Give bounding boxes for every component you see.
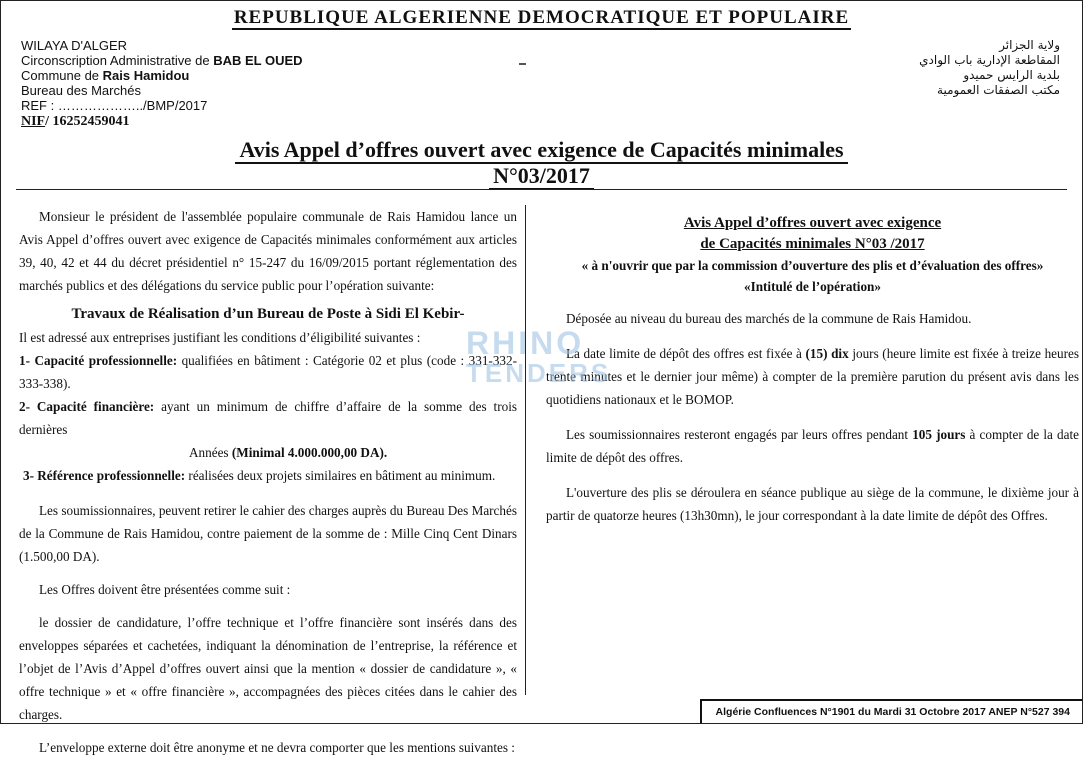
title-divider bbox=[16, 189, 1067, 190]
deposit-paragraph: Déposée au niveau du bureau des marchés de la commune de Rais Hamidou. bbox=[566, 311, 972, 326]
republic-header: REPUBLIQUE ALGERIENNE DEMOCRATIQUE ET POPULAIRE bbox=[233, 7, 850, 28]
commune-line: Commune de Rais Hamidou bbox=[21, 68, 190, 83]
ar-line-bureau: مكتب الصفقات العمومية bbox=[937, 83, 1060, 97]
ar-line-wilaya: ولاية الجزائر bbox=[999, 38, 1060, 52]
issuer-block-fr bbox=[21, 38, 303, 129]
issuer-block-ar bbox=[919, 38, 1060, 98]
operation-title: Travaux de Réalisation d’un Bureau de Poste à Sidi El Kebir- bbox=[71, 306, 465, 322]
reference-line: REF : ………………../BMP/2017 bbox=[21, 98, 208, 113]
deadline-paragraph: La date limite de dépôt des offres est fixée à (15) dix jours (heure limite est fixée à treize heures trente minutes et le dernier jour même) à compter de la première parution du présent avis dans les quotidiens nationaux et le BOMOP. bbox=[546, 346, 1080, 407]
criterion-2-years: Années (Minimal 4.000.000,00 DA). bbox=[189, 445, 388, 460]
withdrawal-paragraph: Les soumissionnaires, peuvent retirer le cahier des charges auprès du Bureau Des Marchés de la Commune de Rais Hamidou, contre paiement de la somme de : Mille Cinq Cent Dinars (1.500,00 DA). bbox=[19, 503, 517, 564]
nif-line: NIF/ 16252459041 bbox=[21, 114, 130, 129]
envelope-paragraph: L’enveloppe externe doit être anonyme et ne devra comporter que les mentions suivantes : bbox=[39, 740, 515, 755]
opening-paragraph: L'ouverture des plis se déroulera en séance publique au siège de la commune, le dixième jour à partir de quatorze heures (13h30mn), le jour correspondant à la date limite de dépôt des Offres. bbox=[546, 485, 1079, 523]
right-column bbox=[546, 213, 1079, 527]
envelope-mention: « à n'ouvrir que par la commission d’ouverture des plis et d’évaluation des offres» bbox=[581, 258, 1044, 273]
circonscription-line: Circonscription Administrative de BAB EL OUED bbox=[21, 53, 303, 68]
intro-paragraph: Monsieur le président de l'assemblée populaire communale de Rais Hamidou lance un Avis Appel d’offres ouvert avec exigence de Capacités minimales conformément aux articles 39, 40, 42 et 44 du décret présidentiel n° 15-247 du 16/09/2015 portant réglementation des marchés publics et des délégations du service public pour l’opération suivante: bbox=[19, 209, 517, 293]
dossier-paragraph: le dossier de candidature, l’offre technique et l’offre financière sont insérés dans des enveloppes séparées et cachetées, indiquant la dénomination de l’entreprise, la référence et l’objet de l’Avis d’Appel d’offres ouvert ainsi que la mention « dossier de candidature », « offre technique » et « offre financière », accompagnées des pièces citées dans le cahier des charges. bbox=[19, 615, 517, 722]
criterion-2: 2- Capacité financière: ayant un minimum de chiffre d’affaire de la somme des trois dernières bbox=[19, 399, 518, 437]
envelope-title: Avis Appel d’offres ouvert avec exigence de Capacités minimales N°03 /2017 bbox=[683, 215, 942, 252]
ar-line-circonscription: المقاطعة الإدارية باب الوادي bbox=[919, 53, 1060, 67]
criterion-1: 1- Capacité professionnelle: qualifiées en bâtiment : Catégorie 02 et plus (code : 331-332-333-338). bbox=[19, 353, 517, 391]
column-divider bbox=[525, 205, 526, 695]
envelope-operation: «Intitulé de l’opération» bbox=[743, 279, 881, 294]
left-column bbox=[19, 205, 517, 759]
scan-mark bbox=[519, 63, 526, 65]
criterion-3: 3- Référence professionnelle: réalisées deux projets similaires en bâtiment au minimum. bbox=[23, 468, 496, 483]
ar-line-commune: بلدية الرايس حميدو bbox=[963, 68, 1060, 82]
offers-intro: Les Offres doivent être présentées comme suit : bbox=[39, 582, 291, 597]
wilaya-line: WILAYA D'ALGER bbox=[21, 38, 128, 53]
rhino-tenders-watermark: RHINO TENDERS bbox=[466, 325, 612, 388]
commitment-paragraph: Les soumissionnaires resteront engagés par leurs offres pendant 105 jours à compter de la date limite de dépôt des offres. bbox=[546, 427, 1079, 465]
bureau-line: Bureau des Marchés bbox=[21, 83, 141, 98]
eligibility-intro: Il est adressé aux entreprises justifiant les conditions d’éligibilité suivantes : bbox=[19, 330, 421, 345]
publication-footer: Algérie Confluences N°1901 du Mardi 31 Octobre 2017 ANEP N°527 394 bbox=[700, 699, 1082, 723]
notice-title: Avis Appel d’offres ouvert avec exigence de Capacités minimales N°03/2017 bbox=[1, 138, 1082, 190]
